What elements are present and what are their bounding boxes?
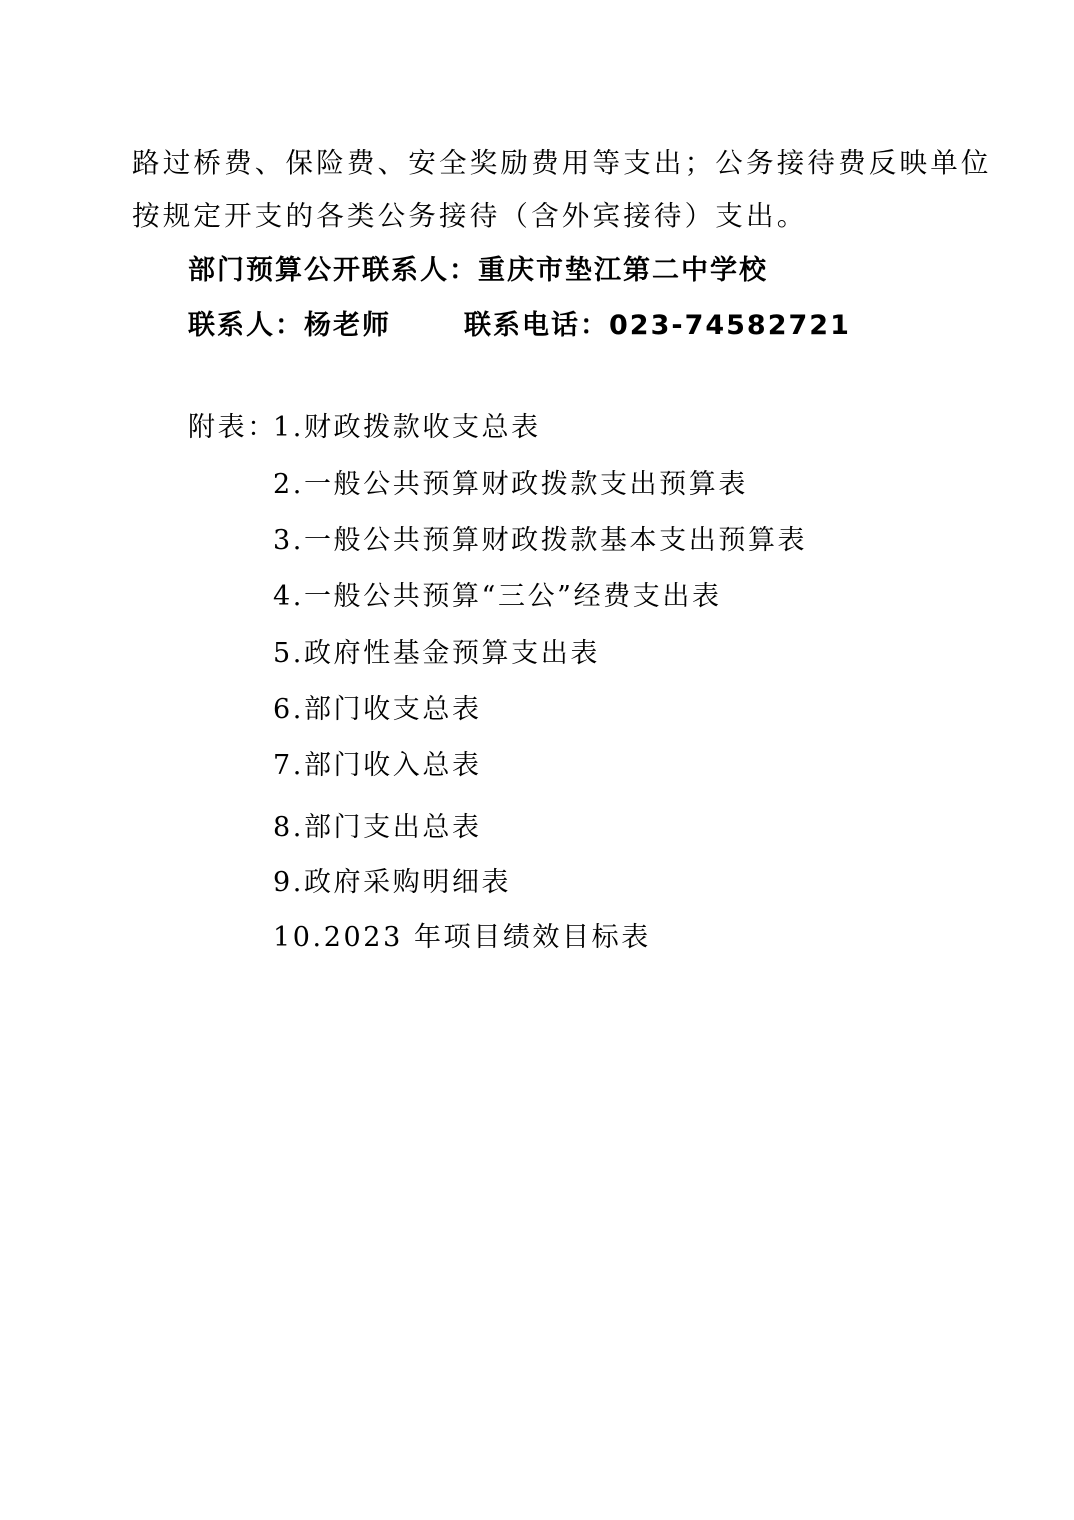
body-paragraph-line-2: 按规定开支的各类公务接待（含外宾接待）支出。	[132, 200, 808, 232]
attachment-item: 2.一般公共预算财政拨款支出预算表	[273, 469, 748, 500]
attachment-item: 10.2023 年项目绩效目标表	[273, 922, 651, 953]
attachment-item: 8.部门支出总表	[273, 812, 482, 843]
attachment-item: 9.政府采购明细表	[273, 867, 512, 898]
contact-person: 联系人：杨老师	[188, 310, 391, 341]
attachment-item: 4.一般公共预算“三公”经费支出表	[273, 581, 722, 612]
attachment-item: 1.财政拨款收支总表	[273, 412, 541, 443]
attachment-item: 3.一般公共预算财政拨款基本支出预算表	[273, 525, 808, 556]
body-paragraph-line-1: 路过桥费、保险费、安全奖励费用等支出；公务接待费反映单位	[132, 147, 992, 179]
contact-unit: 部门预算公开联系人：重庆市垫江第二中学校	[188, 255, 768, 286]
attachment-item: 5.政府性基金预算支出表	[273, 638, 600, 669]
attachment-item: 6.部门收支总表	[273, 694, 482, 725]
attachment-item: 7.部门收入总表	[273, 750, 482, 781]
contact-phone: 联系电话：023-74582721	[464, 310, 851, 341]
attachments-label: 附表：	[188, 412, 277, 443]
